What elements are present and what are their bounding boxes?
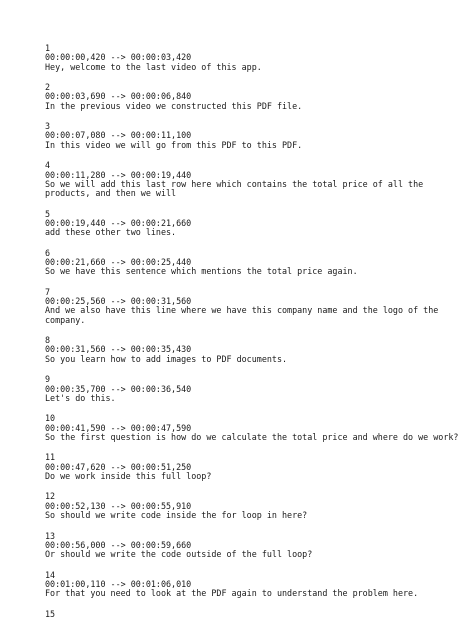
cue-text: So we have this sentence which mentions the total price again. [45,266,358,277]
subtitle-cue [45,571,465,599]
subtitle-cue [45,336,465,364]
subtitle-cue [45,83,465,111]
cue-text: Do we work inside this full loop? [45,470,212,481]
cue-index: 12 [45,491,56,502]
subtitle-cue [45,453,465,481]
subtitle-document [45,44,465,630]
subtitle-cue [45,610,465,619]
cue-timestamp: 00:00:35,700 --> 00:00:36,540 [45,383,192,394]
cue-timestamp: 00:00:52,130 --> 00:00:55,910 [45,500,192,511]
cue-index: 1 [45,43,51,53]
cue-text: Hey, welcome to the last video of this app. [45,61,262,72]
cue-timestamp: 00:00:41,590 --> 00:00:47,590 [45,422,192,433]
cue-index: 4 [45,160,51,171]
cue-index: 15 [45,608,56,619]
subtitle-cue [45,375,465,403]
cue-index: 13 [45,530,56,541]
cue-timestamp: 00:00:19,440 --> 00:00:21,660 [45,217,192,228]
cue-text: So the first question is how do we calculate the total price and where do we work? [45,431,459,442]
cue-text: And we also have this line where we have this company name and the logo of the company. [45,305,439,325]
cue-timestamp: 00:00:47,620 --> 00:00:51,250 [45,461,192,472]
subtitle-cue [45,288,465,325]
cue-index: 11 [45,452,56,463]
cue-index: 9 [45,374,51,385]
cue-timestamp: 00:00:56,000 --> 00:00:59,660 [45,539,192,550]
cue-timestamp: 00:00:31,560 --> 00:00:35,430 [45,344,192,355]
subtitle-cue [45,122,465,150]
cue-text: So we will add this last row here which contains the total price of all the products, and then we will [45,178,424,199]
subtitle-cue [45,44,465,72]
cue-index: 5 [45,208,51,219]
cue-index: 2 [45,82,51,93]
cue-text: So you learn how to add images to PDF documents. [45,353,288,364]
cue-text: In this video we will go from this PDF to this PDF. [45,139,303,150]
cue-timestamp: 00:00:21,660 --> 00:00:25,440 [45,256,192,267]
cue-timestamp: 00:00:11,280 --> 00:00:19,440 [45,169,192,180]
cue-timestamp: 00:00:25,560 --> 00:00:31,560 [45,296,192,307]
subtitle-cue [45,414,465,442]
subtitle-cue [45,249,465,277]
cue-index: 14 [45,569,56,580]
cue-text: Or should we write the code outside of the full loop? [45,549,313,560]
subtitle-cue [45,492,465,520]
cue-text: In the previous video we constructed this PDF file. [45,100,303,111]
cue-index: 6 [45,247,51,258]
cue-index: 3 [45,121,51,132]
cue-index: 7 [45,286,51,297]
cue-timestamp: 00:00:07,080 --> 00:00:11,100 [45,130,192,141]
cue-timestamp: 00:00:03,690 --> 00:00:06,840 [45,91,192,102]
subtitle-cue [45,532,465,560]
cue-index: 8 [45,335,51,346]
cue-text: For that you need to look at the PDF again to understand the problem here. [45,588,419,599]
cue-timestamp: 00:00:00,420 --> 00:00:03,420 [45,52,192,63]
cue-timestamp: 00:01:00,110 --> 00:01:06,010 [45,578,192,589]
cue-text: add these other two lines. [45,227,177,238]
subtitle-cue [45,210,465,238]
cue-text: Let's do this. [45,392,116,403]
cue-index: 10 [45,413,56,424]
cue-text: So should we write code inside the for loop in here? [45,510,308,521]
subtitle-cue [45,161,465,198]
